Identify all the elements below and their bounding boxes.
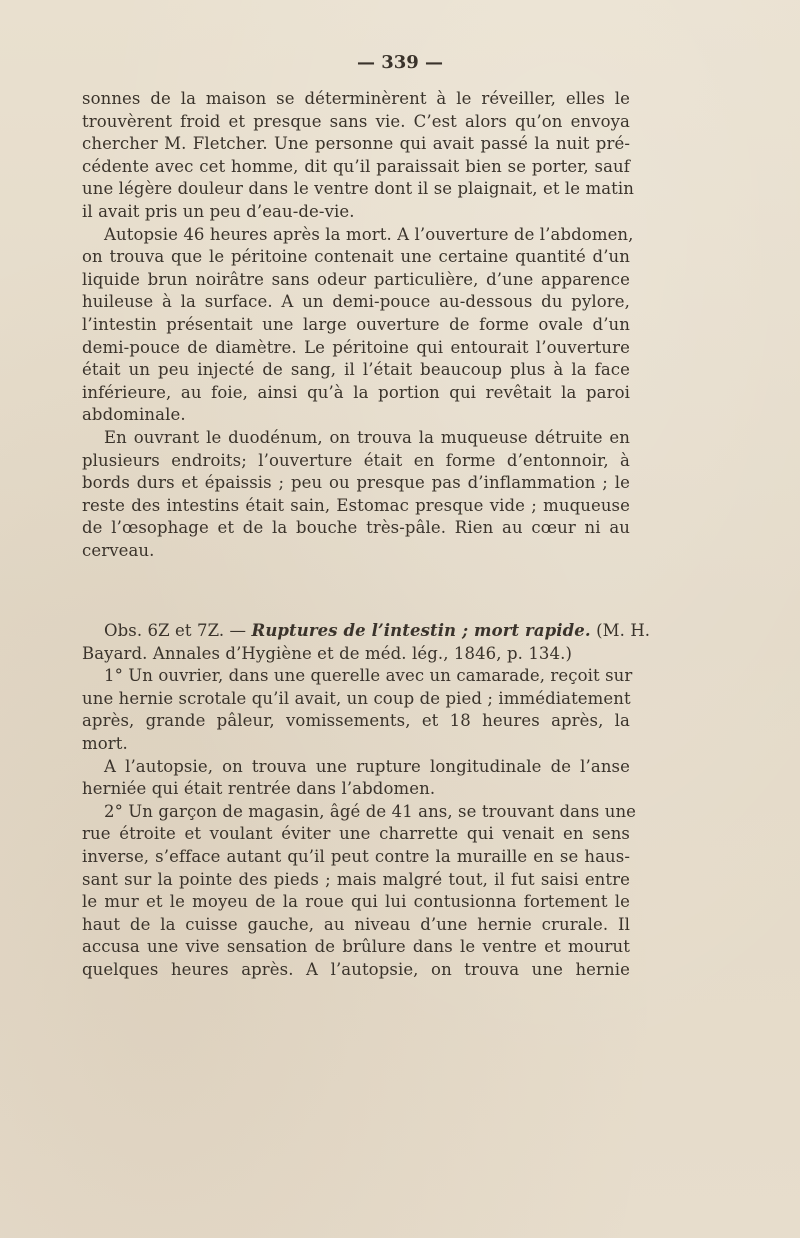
observation-label: Obs. 6Z et 7Z. — <box>104 621 247 640</box>
text-line: reste des intestins était sain, Estomac presque vide ; muqueuse <box>82 495 630 515</box>
text-line: 1° Un ouvrier, dans une querelle avec un camarade, reçoit sur <box>104 666 633 686</box>
text-line: plusieurs endroits; l’ouverture était en forme d’entonnoir, à <box>82 450 630 470</box>
text-line: liquide brun noirâtre sans odeur particulière, d’une apparence <box>82 269 630 289</box>
text-line: le mur et le moyeu de la roue qui lui contusionna fortement le <box>82 892 630 912</box>
text-line: rue étroite et voulant éviter une charrette qui venait en sens <box>82 824 630 844</box>
text-line: Autopsie 46 heures après la mort. A l’ouverture de l’abdomen, <box>104 224 634 244</box>
text-line: demi-pouce de diamètre. Le péritoine qui entourait l’ouverture <box>82 337 630 357</box>
text-line: herniée qui était rentrée dans l’abdomen. <box>82 779 436 799</box>
text-line: était un peu injecté de sang, il l’était beaucoup plus à la face <box>82 360 630 380</box>
text-line: En ouvrant le duodénum, on trouva la muqueuse détruite en <box>104 427 630 447</box>
text-line: trouvèrent froid et presque sans vie. C’est alors qu’on envoya <box>82 111 630 131</box>
page-number-header: — 339 — <box>356 52 444 73</box>
text-line: A l’autopsie, on trouva une rupture longitudinale de l’anse <box>104 756 630 776</box>
text-line: inverse, s’efface autant qu’il peut contre la muraille en se haus- <box>82 846 630 866</box>
text-line: chercher M. Fletcher. Une personne qui avait passé la nuit pré- <box>82 134 630 154</box>
text-line: une hernie scrotale qu’il avait, un coup de pied ; immédiatement <box>82 688 631 708</box>
text-line: on trouva que le péritoine contenait une certaine quantité d’un <box>82 247 630 267</box>
observation-block <box>82 620 651 982</box>
text-line: haut de la cuisse gauche, au niveau d’une hernie crurale. Il <box>82 914 630 934</box>
observation-title: Ruptures de l’intestin ; mort rapide. <box>251 621 591 640</box>
observation-heading <box>82 620 651 643</box>
text-line: l’intestin présentait une large ouverture de forme ovale d’un <box>82 314 630 334</box>
text-line: quelques heures après. A l’autopsie, on trouva une hernie <box>82 959 630 979</box>
text-line: sant sur la pointe des pieds ; mais malgré tout, il fut saisi entre <box>82 869 630 889</box>
text-line: de l’œsophage et de la bouche très-pâle. Rien au cœur ni au <box>82 518 630 538</box>
text-line: bords durs et épaissis ; peu ou presque pas d’inflammation ; le <box>82 473 630 493</box>
text-line: cédente avec cet homme, dit qu’il paraissait bien se porter, sauf <box>82 156 630 176</box>
text-line: inférieure, au foie, ainsi qu’à la portion qui revêtait la paroi <box>82 382 630 402</box>
text-line: Bayard. Annales d’Hygiène et de méd. lég., 1846, p. 134.) <box>82 643 573 663</box>
text-line: après, grande pâleur, vomissements, et 18 heures après, la <box>82 711 630 731</box>
text-line: accusa une vive sensation de brûlure dans le ventre et mourut <box>82 937 630 957</box>
text-line: huileuse à la surface. A un demi-pouce au-dessous du pylore, <box>82 292 630 312</box>
text-line: cerveau. <box>82 540 155 560</box>
text-line: une légère douleur dans le ventre dont il se plaignait, et le matin <box>82 179 635 199</box>
text-line: mort. <box>82 733 128 753</box>
body-text-block-1 <box>82 88 635 562</box>
text-line: sonnes de la maison se déterminèrent à le réveiller, elles le <box>82 89 630 108</box>
text-line: abdominale. <box>82 405 186 425</box>
text-line: 2° Un garçon de magasin, âgé de 41 ans, se trouvant dans une <box>104 801 637 821</box>
observation-author: (M. H. <box>596 621 651 640</box>
text-line: il avait pris un peu d’eau-de-vie. <box>82 201 355 221</box>
